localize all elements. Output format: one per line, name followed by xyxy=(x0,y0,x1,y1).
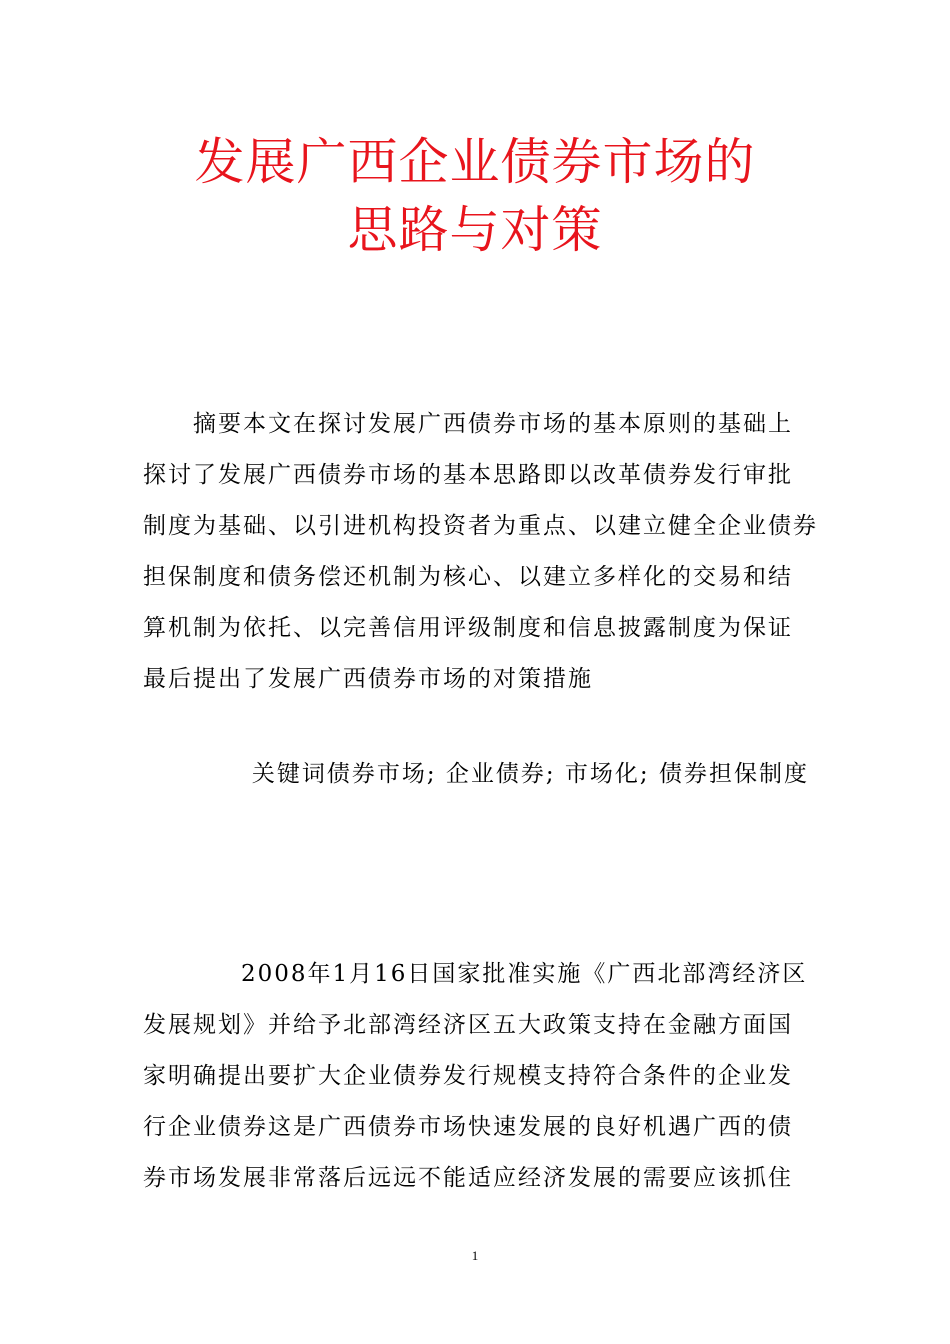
page-number: 1 xyxy=(471,1248,479,1263)
title-line-2: 思路与对策 xyxy=(347,201,603,259)
title-line-1: 发展广西企业债券市场的 xyxy=(194,133,756,191)
abstract-line: 探讨了发展广西债券市场的基本思路即以改革债券发行审批 xyxy=(143,462,793,488)
abstract-paragraph xyxy=(143,399,818,705)
keywords-line: 关键词债券市场; 企业债券; 市场化; 债券担保制度 xyxy=(251,761,809,787)
document-title xyxy=(0,128,950,264)
abstract-line: 制度为基础、以引进机构投资者为重点、以建立健全企业债券 xyxy=(143,513,818,539)
abstract-line: 摘要本文在探讨发展广西债券市场的基本原则的基础上 xyxy=(193,411,793,437)
intro-paragraph xyxy=(143,949,809,1204)
intro-line: 行企业债券这是广西债券市场快速发展的良好机遇广西的债 xyxy=(143,1114,793,1140)
abstract-line: 最后提出了发展广西债券市场的对策措施 xyxy=(143,666,593,692)
abstract-line: 算机制为依托、以完善信用评级制度和信息披露制度为保证 xyxy=(143,615,793,641)
intro-line: 2008年1月16日国家批准实施《广西北部湾经济区 xyxy=(241,961,808,987)
abstract-line: 担保制度和债务偿还机制为核心、以建立多样化的交易和结 xyxy=(143,564,793,590)
intro-line: 家明确提出要扩大企业债券发行规模支持符合条件的企业发 xyxy=(143,1063,793,1089)
intro-line: 券市场发展非常落后远远不能适应经济发展的需要应该抓住 xyxy=(143,1165,793,1191)
intro-line: 发展规划》并给予北部湾经济区五大政策支持在金融方面国 xyxy=(143,1012,793,1038)
